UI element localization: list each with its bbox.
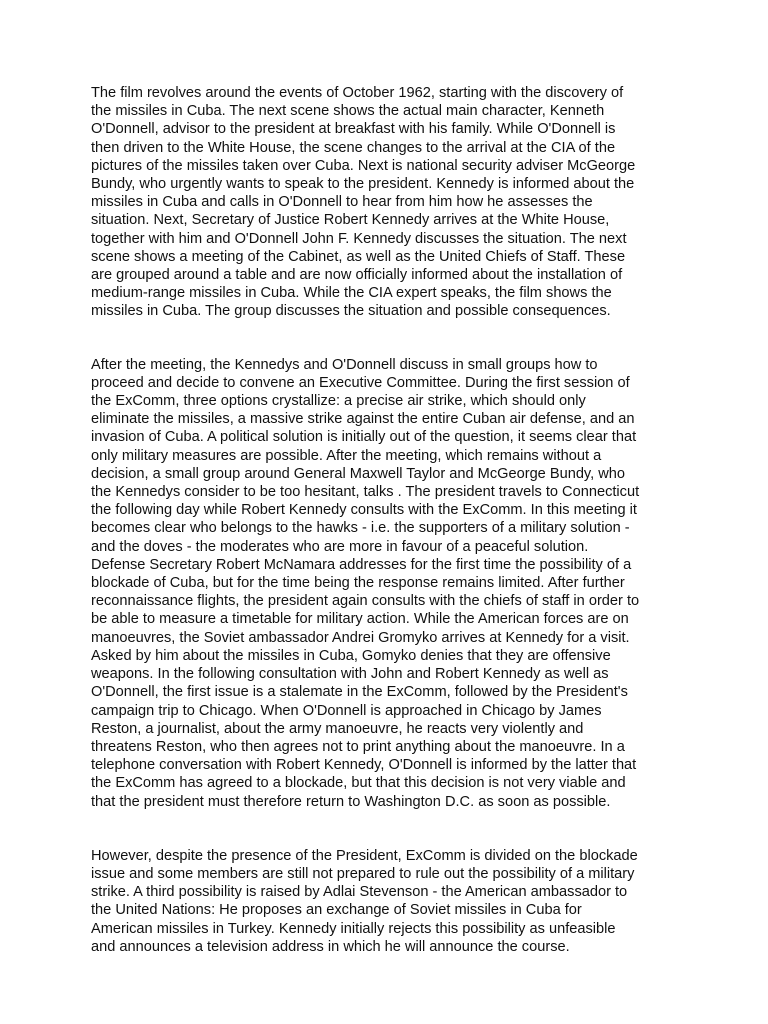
document-body xyxy=(91,84,687,956)
paragraph-2: After the meeting, the Kennedys and O'Donnell discuss in small groups how to proceed and decide to convene an Executive Committee. During the first session of the ExComm, three options crystallize: a precise air strike, which should only eliminate the missiles, a massive strike against the entire Cuban air defense, and an invasion of Cuba. A political solution is initially out of the question, it seems clear that only military measures are possible. After the meeting, which remains without a decision, a small group around General Maxwell Taylor and McGeorge Bundy, who the Kennedys consider to be too hesitant, talks . The president travels to Connecticut the following day while Robert Kennedy consults with the ExComm. In this meeting it becomes clear who belongs to the hawks - i.e. the supporters of a military solution - and the doves - the moderates who are more in favour of a peaceful solution. Defense Secretary Robert McNamara addresses for the first time the possibility of a blockade of Cuba, but for the time being the response remains limited. After further reconnaissance flights, the president again consults with the chiefs of staff in order to be able to measure a timetable for military action. While the American forces are on manoeuvres, the Soviet ambassador Andrei Gromyko arrives at Kennedy for a visit. Asked by him about the missiles in Cuba, Gomyko denies that they are offensive weapons. In the following consultation with John and Robert Kennedy as well as O'Donnell, the first issue is a stalemate in the ExComm, followed by the President's campaign trip to Chicago. When O'Donnell is approached in Chicago by James Reston, a journalist, about the army manoeuvre, he reacts very violently and threatens Reston, who then agrees not to print anything about the manoeuvre. In a telephone conversation with Robert Kennedy, O'Donnell is informed by the latter that the ExComm has agreed to a blockade, but that this decision is not very viable and that the president must therefore return to Washington D.C. as soon as possible. xyxy=(91,356,640,810)
paragraph-1: The film revolves around the events of October 1962, starting with the discovery of the missiles in Cuba. The next scene shows the actual main character, Kenneth O'Donnell, advisor to the president at breakfast with his family. While O'Donnell is then driven to the White House, the scene changes to the arrival at the CIA of the pictures of the missiles taken over Cuba. Next is national security adviser McGeorge Bundy, who urgently wants to speak to the president. Kennedy is informed about the missiles in Cuba and calls in O'Donnell to hear from him how he assesses the situation. Next, Secretary of Justice Robert Kennedy arrives at the White House, together with him and O'Donnell John F. Kennedy discusses the situation. The next scene shows a meeting of the Cabinet, as well as the United Chiefs of Staff. These are grouped around a table and are now officially informed about the installation of medium-range missiles in Cuba. While the CIA expert speaks, the film shows the missiles in Cuba. The group discusses the situation and possible consequences. xyxy=(91,85,636,320)
paragraph-3: However, despite the presence of the President, ExComm is divided on the blockade issue and some members are still not prepared to rule out the possibility of a military strike. A third possibility is raised by Adlai Stevenson - the American ambassador to the United Nations: He proposes an exchange of Soviet missiles in Cuba for American missiles in Turkey. Kennedy initially rejects this possibility as unfeasible and announces a television address in which he will announce the course. xyxy=(91,847,638,955)
